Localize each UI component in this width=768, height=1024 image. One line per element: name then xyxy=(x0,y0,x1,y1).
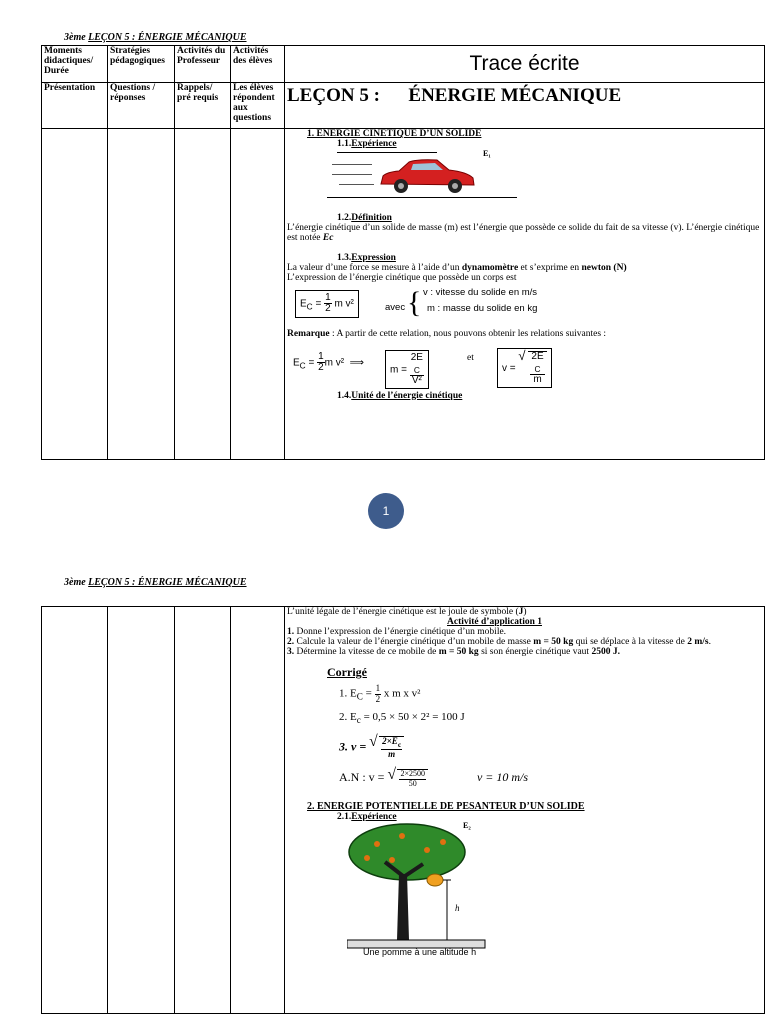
col-activites-prof: Activités du Professeur xyxy=(175,46,231,83)
section-number: 2.1. xyxy=(337,811,352,822)
section-number: 1.3. xyxy=(337,252,352,263)
section-1-1 xyxy=(337,140,762,150)
empty-cell xyxy=(231,129,285,460)
label-e1: E₁ xyxy=(483,148,491,158)
expr-text: La valeur d’une force se mesure à l’aide d’un xyxy=(287,262,460,273)
q-number: 2. xyxy=(287,636,295,647)
c-num: 2×E xyxy=(382,736,398,747)
empty-cell xyxy=(42,607,108,1014)
section-2-1 xyxy=(337,813,762,823)
remarque-text: : A partir de cette relation, nous pouvons obtenir les relations suivantes : xyxy=(331,328,607,339)
section-1-title: 1. ENERGIE CINETIQUE D’UN SOLIDE xyxy=(307,129,482,139)
label-h: h xyxy=(455,903,460,914)
expr-bold: newton (N) xyxy=(581,262,627,273)
unit-text-c: ) xyxy=(523,607,527,617)
header-grade: 3ème xyxy=(64,32,86,43)
definition-body: L’énergie cinétique d’un solide de masse (m) est l’énergie que possède ce solide du fait de sa vitesse (v). L’énergie cinétique est notée xyxy=(287,222,760,243)
an-den: 50 xyxy=(408,778,417,788)
section-1-4 xyxy=(337,392,762,402)
formula-den: 2 xyxy=(325,303,331,315)
q-text: Détermine la vitesse de ce mobile de xyxy=(296,646,437,657)
an-num: √ 2×2500 xyxy=(400,769,425,779)
remarque-label: Remarque xyxy=(287,328,330,339)
corrige-3: 3. v = √ $\frac{2\times E_c}{m}$ xyxy=(339,736,762,759)
q-text: Calcule la valeur de l’énergie cinétique d’un mobile de masse xyxy=(296,636,531,647)
corrige-title: Corrigé xyxy=(327,664,367,679)
relation-ec: $E_C$ = $\frac{1}{2}$ m v² ⟹ xyxy=(293,350,364,374)
page-header xyxy=(64,32,247,43)
expr-text: et s’exprime en xyxy=(520,262,580,273)
formula-num: 1 xyxy=(325,291,331,303)
q-text: qui se déplace à la vitesse de xyxy=(575,636,685,647)
section-label: Unité de l’énergie cinétique xyxy=(351,390,463,401)
unit-text-b: J xyxy=(518,607,524,617)
header-title: LEÇON 5 : ÉNERGIE MÉCANIQUE xyxy=(88,577,247,588)
q-bold: 2500 J. xyxy=(591,646,620,657)
rel-m-den: V² xyxy=(411,374,422,386)
corrige-2: 2. $E_c = 0,5 \times 50 \times 2^2 = 100$ J xyxy=(339,711,465,726)
relation-m-box: m = 2E $_C$ V² xyxy=(385,350,429,390)
section-number: 1.4. xyxy=(337,390,352,401)
speed-line xyxy=(339,184,374,185)
empty-cell xyxy=(42,129,108,460)
expression-line-2: L’expression de l’énergie cinétique que possède un corps est xyxy=(287,272,517,283)
rel-v-den: m xyxy=(533,373,542,385)
cell-prof: Rappels/ pré requis xyxy=(175,83,231,129)
cell-eleves: Les élèves répondent aux questions xyxy=(231,83,285,129)
label-e2: E₂ xyxy=(463,821,471,831)
road-line xyxy=(327,197,517,198)
c-den: m xyxy=(388,748,396,759)
et-label: et xyxy=(467,352,474,363)
section-label: Expérience xyxy=(351,811,397,822)
empty-cell xyxy=(231,607,285,1014)
rel-v-num: √ 2E xyxy=(531,350,544,362)
trace-ecrite-content xyxy=(285,129,765,460)
lesson-table-page2 xyxy=(41,606,765,1014)
corrige-1: 1. $E_C$ = $\frac{1}{2}$ x m x v² xyxy=(339,683,421,704)
c-text: x m x v² xyxy=(383,687,421,700)
q-bold: m = 50 kg xyxy=(533,636,574,647)
section-label: Expression xyxy=(351,252,396,263)
rel-m-num: 2E xyxy=(410,351,423,363)
formula-e: E xyxy=(300,298,307,310)
remarque xyxy=(287,330,762,340)
empty-cell xyxy=(175,607,231,1014)
cell-moment: Présentation xyxy=(42,83,108,129)
section-label: Définition xyxy=(351,212,392,223)
q-bold: 2 m/s xyxy=(687,636,709,647)
cell-strategie: Questions / réponses xyxy=(108,83,175,129)
speed-line xyxy=(332,174,372,175)
an-text: A.N : v = xyxy=(339,770,385,785)
relation-v-box: v = √ 2E $_C$ m xyxy=(497,348,552,389)
relations-block xyxy=(287,344,762,384)
ec-formula-block xyxy=(287,286,762,324)
q-text: Donne l’expression de l’énergie cinétique d’un mobile. xyxy=(296,626,507,637)
col-trace-ecrite: Trace écrite xyxy=(285,46,765,83)
an-result: v = 10 m/s xyxy=(476,770,529,785)
brace-icon: { xyxy=(407,285,422,319)
apple-tree-icon xyxy=(347,822,487,950)
col-activites-eleves: Activités des élèves xyxy=(231,46,285,83)
lecon-title: LEÇON 5 : ÉNERGIE MÉCANIQUE xyxy=(285,83,765,129)
q-text: . xyxy=(708,636,711,647)
corrige-an xyxy=(339,769,762,788)
section-label: Expérience xyxy=(351,138,397,149)
section-number: 1.1. xyxy=(337,138,352,149)
q-number: 1. xyxy=(287,626,295,637)
car-experiment xyxy=(287,150,762,208)
col-moments: Moments didactiques/ Durée xyxy=(42,46,108,83)
page-header xyxy=(64,577,247,588)
c-text: 3. v = xyxy=(339,739,367,754)
tree-caption: Une pomme à une altitude h xyxy=(363,947,477,958)
activite-title: Activité d’application 1 xyxy=(447,616,542,627)
c-text: = 0,5 × 50 × 2² = 100 J xyxy=(363,711,465,724)
q-text: si son énergie cinétique vaut xyxy=(481,646,590,657)
formula-sub: C xyxy=(306,301,313,312)
c-text: 2. E xyxy=(339,711,357,724)
expr-bold: dynamomètre xyxy=(461,262,519,273)
unit-text-a: L’unité légale de l’énergie cinétique est le joule de symbole ( xyxy=(287,607,519,617)
section-number: 1.2. xyxy=(337,212,352,223)
avec-label: avec xyxy=(385,301,406,313)
speed-line xyxy=(337,152,437,153)
page-number-badge: 1 xyxy=(368,493,404,529)
def-m: m : masse du solide en kg xyxy=(427,302,538,314)
trace-ecrite-content-2 xyxy=(285,607,765,1014)
ec-symbol: Ec xyxy=(322,232,334,243)
empty-cell xyxy=(108,607,175,1014)
empty-cell xyxy=(175,129,231,460)
tree-experiment xyxy=(287,822,762,960)
q-bold: m = 50 kg xyxy=(438,646,479,657)
q-number: 3. xyxy=(287,646,295,657)
def-v: v : vitesse du solide en m/s xyxy=(423,286,538,298)
red-car-icon xyxy=(377,158,477,198)
speed-line xyxy=(332,164,372,165)
col-strategies: Stratégies pédagogiques xyxy=(108,46,175,83)
ec-formula-box: $E_C$ = $\frac{1}{2}$ m v² xyxy=(295,290,359,318)
formula-rest: m v² xyxy=(334,298,354,310)
definition-text xyxy=(287,224,762,244)
header-title: LEÇON 5 : ÉNERGIE MÉCANIQUE xyxy=(88,32,247,43)
empty-cell xyxy=(108,129,175,460)
header-grade: 3ème xyxy=(64,577,86,588)
section-2-title: 2. ENERGIE POTENTIELLE DE PESANTEUR D’UN SOLIDE xyxy=(307,801,585,813)
c-text: 1. E xyxy=(339,687,357,700)
lesson-table-page1 xyxy=(41,45,765,460)
question-3 xyxy=(287,648,762,658)
